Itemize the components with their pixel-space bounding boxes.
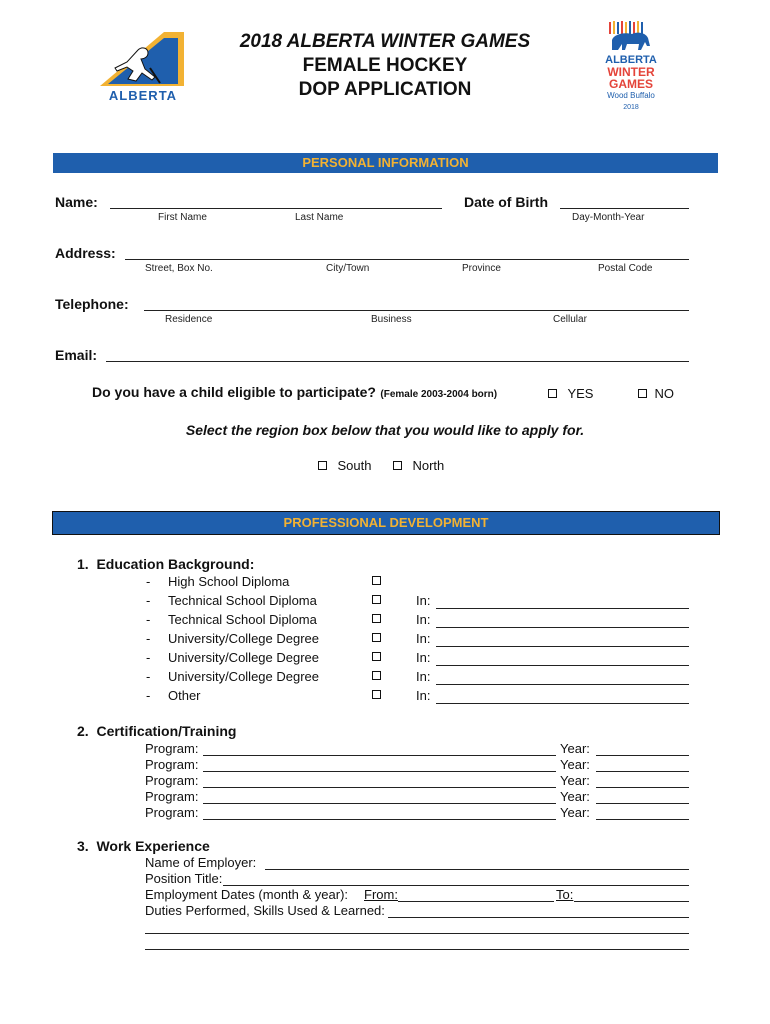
email-label: Email: [55, 347, 98, 363]
program-field[interactable] [203, 771, 556, 772]
awg-logo-line-2: WINTER [607, 65, 655, 79]
from-field[interactable] [398, 901, 554, 902]
year-field[interactable] [596, 819, 689, 820]
year-label: Year: [560, 773, 590, 788]
cellular-caption: Cellular [553, 314, 587, 325]
education-checkbox[interactable] [372, 652, 381, 661]
education-in-field[interactable] [436, 703, 689, 704]
no-label: NO [654, 386, 674, 401]
certification-row [0, 741, 770, 757]
position-field[interactable] [223, 885, 689, 886]
no-checkbox[interactable] [638, 389, 647, 398]
name-field[interactable] [110, 208, 442, 209]
north-option[interactable] [393, 457, 444, 475]
education-row [0, 612, 770, 631]
dob-label: Date of Birth [464, 194, 548, 210]
in-label: In: [416, 631, 431, 646]
yes-label: YES [567, 386, 594, 401]
dash: - [146, 669, 151, 684]
alberta-hockey-logo [94, 28, 190, 106]
from-label: From: [364, 887, 398, 902]
certification-row [0, 773, 770, 789]
province-caption: Province [462, 263, 501, 274]
program-field[interactable] [203, 803, 556, 804]
education-item-label: Other [168, 688, 201, 703]
address-label: Address: [55, 245, 116, 261]
dash: - [146, 612, 151, 627]
education-heading: 1. Education Background: [77, 556, 255, 572]
duties-field-line-2[interactable] [145, 933, 689, 934]
employer-label: Name of Employer: [145, 855, 257, 870]
child-eligibility-question [92, 384, 497, 402]
personal-information-band: PERSONAL INFORMATION [53, 153, 718, 173]
program-label: Program: [145, 773, 199, 788]
employer-field[interactable] [265, 869, 689, 870]
city-caption: City/Town [326, 263, 370, 274]
education-in-field[interactable] [436, 665, 689, 666]
program-label: Program: [145, 805, 199, 820]
certification-heading: 2. Certification/Training [77, 723, 237, 739]
document-title [190, 30, 580, 102]
to-field[interactable] [574, 901, 689, 902]
postal-code-caption: Postal Code [598, 263, 653, 274]
education-item-label: High School Diploma [168, 574, 290, 589]
education-checkbox[interactable] [372, 671, 381, 680]
dob-field[interactable] [560, 208, 689, 209]
awg-logo-line-4: Wood Buffalo [607, 91, 655, 100]
in-label: In: [416, 669, 431, 684]
south-checkbox[interactable] [318, 461, 327, 470]
education-row [0, 669, 770, 688]
education-row [0, 593, 770, 612]
year-label: Year: [560, 757, 590, 772]
position-label: Position Title: [145, 871, 223, 886]
title-line-2: FEMALE HOCKEY [302, 55, 468, 76]
region-instruction: Select the region box below that you would like to apply for. [185, 422, 585, 438]
south-option[interactable] [318, 457, 371, 475]
yes-option[interactable] [548, 385, 593, 403]
certification-row [0, 805, 770, 821]
awg-logo-line-3: GAMES [608, 77, 653, 91]
education-item-label: Technical School Diploma [168, 593, 317, 608]
education-checkbox[interactable] [372, 633, 381, 642]
education-in-field[interactable] [436, 627, 689, 628]
awg-logo-line-5: 2018 [623, 104, 639, 111]
yes-checkbox[interactable] [548, 389, 557, 398]
title-line-3: DOP APPLICATION [298, 79, 472, 100]
education-checkbox[interactable] [372, 690, 381, 699]
telephone-label: Telephone: [55, 296, 129, 312]
education-item-label: University/College Degree [168, 669, 320, 684]
business-caption: Business [371, 314, 412, 325]
alberta-winter-games-logo [598, 20, 664, 112]
child-question-text: Do you have a child eligible to participate? [92, 384, 376, 400]
education-item-label: University/College Degree [168, 631, 320, 646]
in-label: In: [416, 612, 431, 627]
in-label: In: [416, 650, 431, 665]
program-field[interactable] [203, 819, 556, 820]
residence-caption: Residence [165, 314, 213, 325]
professional-development-band: PROFESSIONAL DEVELOPMENT [52, 511, 720, 535]
duties-label: Duties Performed, Skills Used & Learned: [145, 903, 385, 918]
email-field[interactable] [106, 361, 689, 362]
employment-dates-label: Employment Dates (month & year): [145, 887, 349, 902]
to-label: To: [556, 887, 574, 902]
alberta-logo-text: ALBERTA [108, 88, 178, 103]
education-checkbox[interactable] [372, 576, 381, 585]
certification-row [0, 757, 770, 773]
awg-logo-line-1: ALBERTA [605, 54, 657, 66]
address-field[interactable] [125, 259, 689, 260]
education-row [0, 650, 770, 669]
last-name-caption: Last Name [295, 212, 344, 223]
year-label: Year: [560, 805, 590, 820]
south-label: South [337, 458, 372, 473]
education-checkbox[interactable] [372, 614, 381, 623]
year-field[interactable] [596, 803, 689, 804]
program-label: Program: [145, 757, 199, 772]
in-label: In: [416, 593, 431, 608]
no-option[interactable] [638, 385, 674, 403]
education-item-label: Technical School Diploma [168, 612, 317, 627]
education-item-label: University/College Degree [168, 650, 320, 665]
north-label: North [412, 458, 445, 473]
dash: - [146, 650, 151, 665]
education-in-field[interactable] [436, 646, 689, 647]
year-field[interactable] [596, 787, 689, 788]
in-label: In: [416, 688, 431, 703]
year-label: Year: [560, 789, 590, 804]
duties-field-line-3[interactable] [145, 949, 689, 950]
education-row [0, 688, 770, 707]
work-experience-heading: 3. Work Experience [77, 838, 210, 854]
education-row [0, 574, 770, 593]
title-line-1: 2018 ALBERTA WINTER GAMES [239, 31, 531, 52]
child-question-note: (Female 2003-2004 born) [380, 389, 498, 400]
year-field[interactable] [596, 755, 689, 756]
name-label: Name: [55, 194, 98, 210]
program-label: Program: [145, 741, 199, 756]
street-caption: Street, Box No. [145, 263, 213, 274]
dash: - [146, 688, 151, 703]
duties-field[interactable] [388, 917, 689, 918]
buffalo-icon [598, 20, 664, 54]
program-field[interactable] [203, 755, 556, 756]
program-label: Program: [145, 789, 199, 804]
certification-row [0, 789, 770, 805]
education-row [0, 631, 770, 650]
year-field[interactable] [596, 771, 689, 772]
dash: - [146, 593, 151, 608]
first-name-caption: First Name [158, 212, 207, 223]
education-in-field[interactable] [436, 608, 689, 609]
telephone-field[interactable] [144, 310, 689, 311]
north-checkbox[interactable] [393, 461, 402, 470]
education-in-field[interactable] [436, 684, 689, 685]
dash: - [146, 631, 151, 646]
dash: - [146, 574, 151, 589]
dob-caption: Day-Month-Year [572, 212, 645, 223]
program-field[interactable] [203, 787, 556, 788]
year-label: Year: [560, 741, 590, 756]
education-checkbox[interactable] [372, 595, 381, 604]
